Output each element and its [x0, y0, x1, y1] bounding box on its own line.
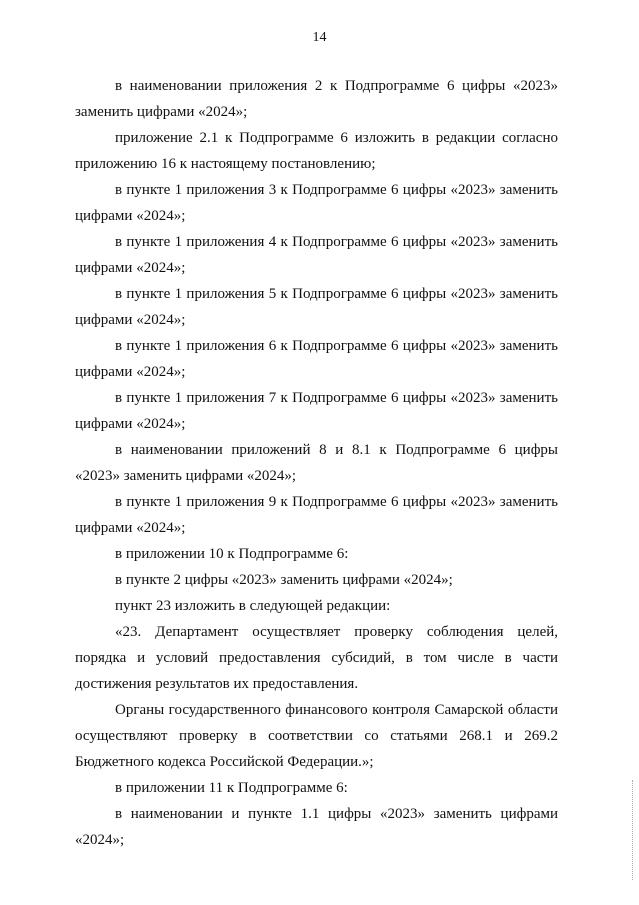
page-number: 14 [312, 30, 327, 45]
paragraph: в пункте 2 цифры «2023» заменить цифрами «2024»; [115, 572, 453, 588]
paragraph: в пункте 1 приложения 6 к Подпрограмме 6 цифры «2023» заменить цифрами «2024»; [75, 338, 558, 380]
paragraph: «23. Департамент осуществляет проверку соблюдения целей, порядка и условий предоставления субсидий, в том числе в части достижения результатов их предоставления. [75, 624, 558, 692]
document-body [75, 73, 558, 853]
paragraph: в пункте 1 приложения 4 к Подпрограмме 6 цифры «2023» заменить цифрами «2024»; [75, 234, 558, 276]
paragraph: Органы государственного финансового контроля Самарской области осуществляют проверку в соответствии со статьями 268.1 и 269.2 Бюджетного кодекса Российской Федерации.»; [75, 702, 558, 770]
paragraph: в наименовании и пункте 1.1 цифры «2023» заменить цифрами «2024»; [75, 806, 558, 848]
paragraph: в пункте 1 приложения 5 к Подпрограмме 6 цифры «2023» заменить цифрами «2024»; [75, 286, 558, 328]
paragraph: в пункте 1 приложения 7 к Подпрограмме 6 цифры «2023» заменить цифрами «2024»; [75, 390, 558, 432]
paragraph: в приложении 11 к Подпрограмме 6: [115, 780, 348, 796]
scan-edge-marks [630, 780, 633, 880]
paragraph: пункт 23 изложить в следующей редакции: [115, 598, 391, 614]
paragraph: приложение 2.1 к Подпрограмме 6 изложить в редакции согласно приложению 16 к настоящему постановлению; [75, 130, 558, 172]
paragraph: в наименовании приложения 2 к Подпрограмме 6 цифры «2023» заменить цифрами «2024»; [75, 78, 558, 120]
paragraph: в пункте 1 приложения 3 к Подпрограмме 6 цифры «2023» заменить цифрами «2024»; [75, 182, 558, 224]
paragraph: в пункте 1 приложения 9 к Подпрограмме 6 цифры «2023» заменить цифрами «2024»; [75, 494, 558, 536]
paragraph: в наименовании приложений 8 и 8.1 к Подпрограмме 6 цифры «2023» заменить цифрами «2024»; [75, 442, 558, 484]
paragraph: в приложении 10 к Подпрограмме 6: [115, 546, 349, 562]
